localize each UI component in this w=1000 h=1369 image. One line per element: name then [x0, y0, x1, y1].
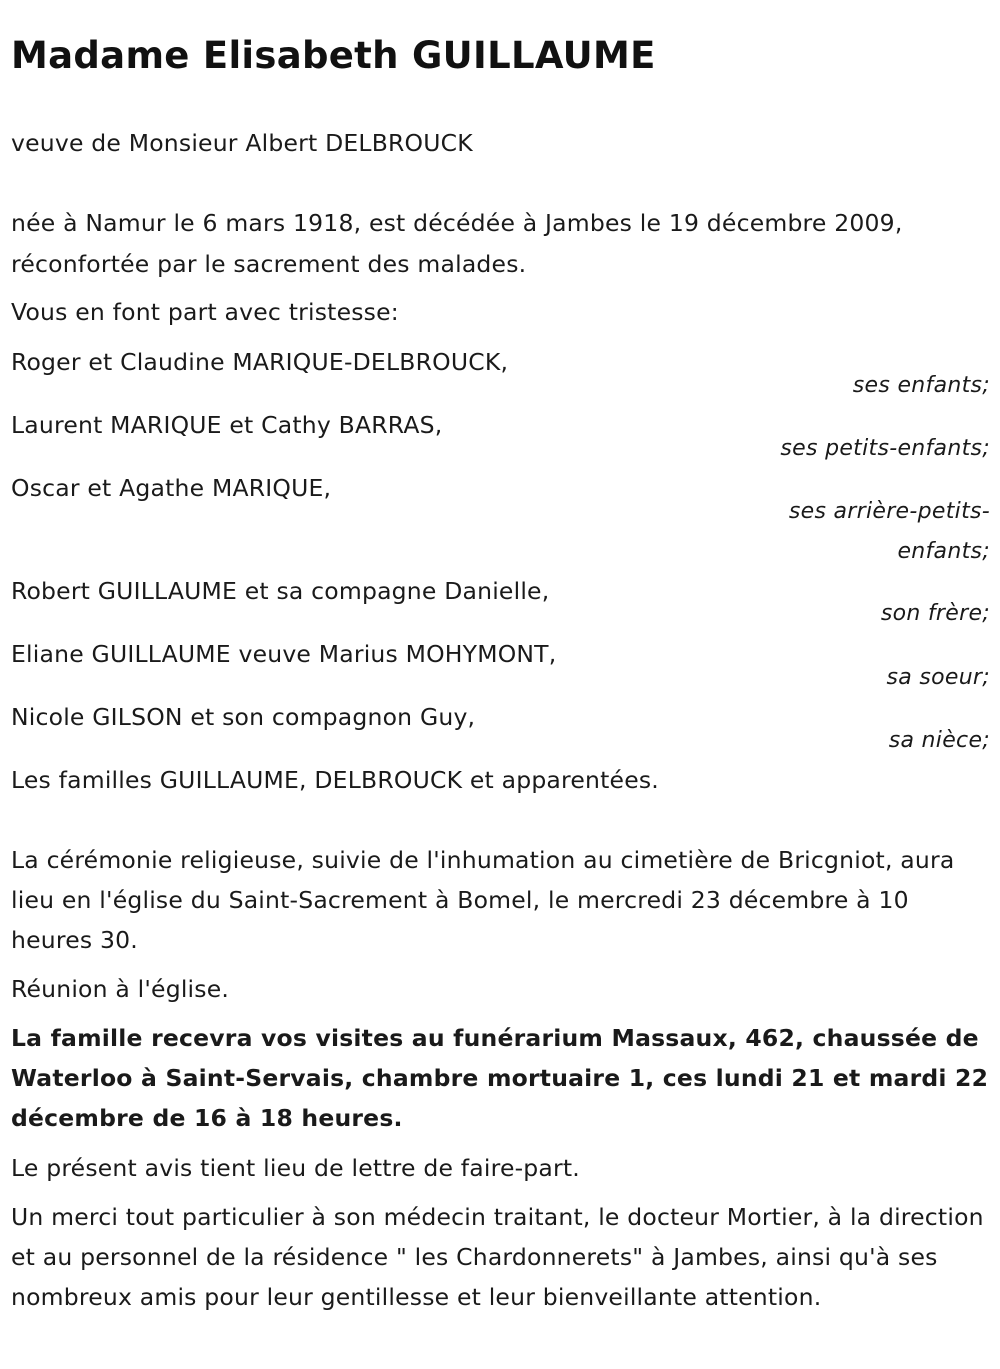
deceased-name-title: Madame Elisabeth GUILLAUME	[11, 34, 656, 77]
widow-of-line: veuve de Monsieur Albert DELBROUCK	[11, 129, 473, 157]
family-relation-niece: sa nièce;	[888, 728, 990, 753]
notice-note-line: Le présent avis tient lieu de lettre de faire-part.	[11, 1154, 580, 1182]
family-relation-children: ses enfants;	[852, 373, 990, 398]
family-relation-grandchildren: ses petits-enfants;	[780, 436, 990, 461]
family-names-niece: Nicole GILSON et son compagnon Guy,	[11, 703, 476, 731]
sacrament-line: réconfortée par le sacrement des malades.	[11, 250, 527, 278]
birth-death-line: née à Namur le 6 mars 1918, est décédée à Jambes le 19 décembre 2009,	[11, 209, 903, 237]
family-relation-great-grandchildren-line2: enfants;	[897, 539, 990, 564]
families-line: Les familles GUILLAUME, DELBROUCK et apparentées.	[11, 766, 659, 794]
ceremony-paragraph: La cérémonie religieuse, suivie de l'inhumation au cimetière de Bricgniot, aura lieu en l'église du Saint-Sacrement à Bomel, le mercredi 23 décembre à 10 heures 30.	[11, 846, 955, 954]
family-names-sister: Eliane GUILLAUME veuve Marius MOHYMONT,	[11, 640, 557, 668]
family-relation-great-grandchildren-line1: ses arrière-petits-	[788, 499, 990, 524]
family-names-grandchildren: Laurent MARIQUE et Cathy BARRAS,	[11, 411, 443, 439]
thanks-paragraph: Un merci tout particulier à son médecin traitant, le docteur Mortier, à la direction et au personnel de la résidence " les Chardonnerets" à Jambes, ainsi qu'à ses nombreux amis pour leur gentillesse et leur bienveillante attention.	[11, 1203, 984, 1311]
family-relation-sister: sa soeur;	[886, 665, 990, 690]
family-names-brother: Robert GUILLAUME et sa compagne Danielle,	[11, 577, 550, 605]
visits-paragraph: La famille recevra vos visites au funérarium Massaux, 462, chaussée de Waterloo à Saint-Servais, chambre mortuaire 1, ces lundi 21 et mardi 22 décembre de 16 à 18 heures.	[11, 1024, 989, 1132]
meeting-line: Réunion à l'église.	[11, 975, 230, 1003]
family-names-great-grandchildren: Oscar et Agathe MARIQUE,	[11, 474, 332, 502]
family-relation-brother: son frère;	[880, 601, 990, 626]
intro-line: Vous en font part avec tristesse:	[11, 298, 399, 326]
family-names-children: Roger et Claudine MARIQUE-DELBROUCK,	[11, 348, 509, 376]
